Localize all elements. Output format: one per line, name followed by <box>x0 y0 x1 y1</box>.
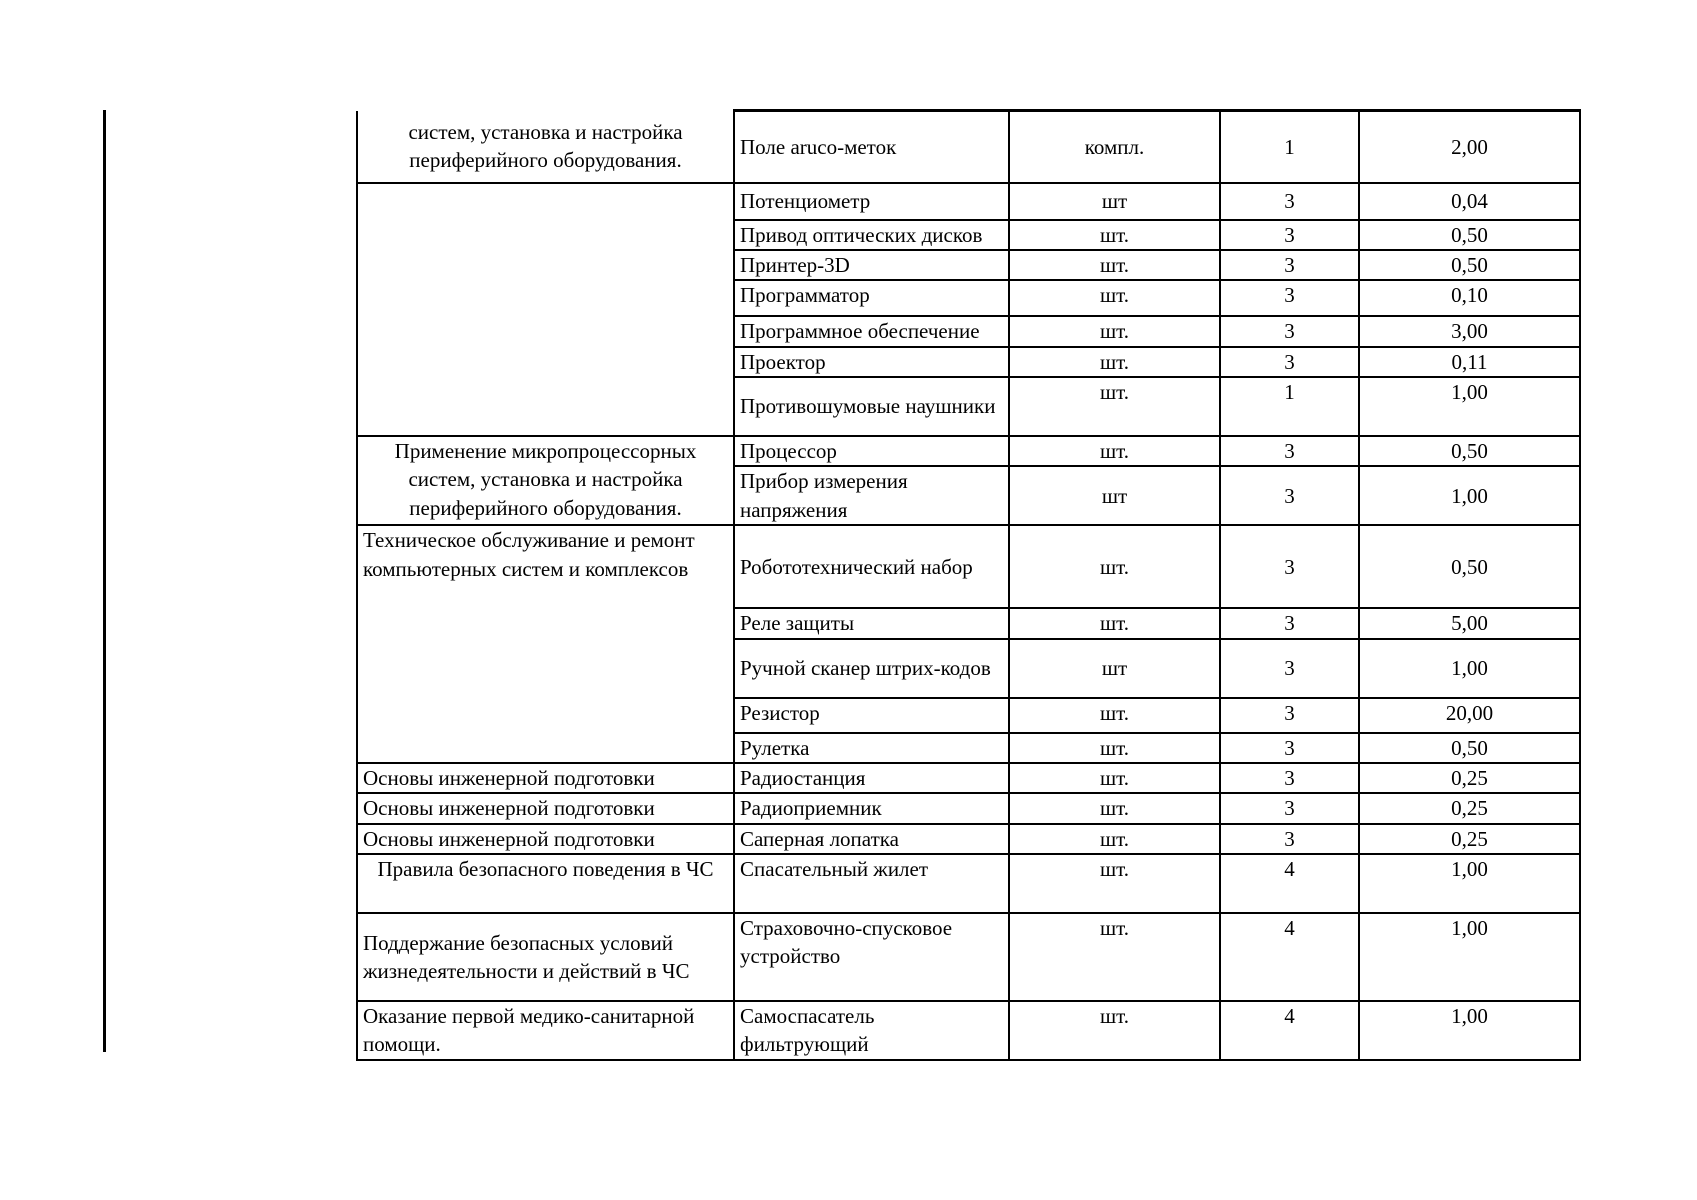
item-name-cell: Саперная лопатка <box>734 824 1009 854</box>
subject-cell: Правила безопасного поведения в ЧС <box>357 854 734 913</box>
unit-cell: шт. <box>1009 733 1220 763</box>
quantity-cell: 3 <box>1220 824 1359 854</box>
subject-text: систем, установка и настройка периферийного оборудования. <box>408 119 683 172</box>
table-row <box>357 436 1580 466</box>
quantity-cell: 3 <box>1220 525 1359 608</box>
quantity-cell: 1 <box>1220 111 1359 183</box>
unit-cell: шт. <box>1009 913 1220 1001</box>
value-cell: 20,00 <box>1359 698 1580 733</box>
item-name-cell: Потенциометр <box>734 183 1009 220</box>
quantity-cell: 4 <box>1220 1001 1359 1060</box>
unit-cell: шт. <box>1009 793 1220 823</box>
subject-cell: Применение микропроцессорных систем, установка и настройка периферийного оборудования. <box>357 436 734 525</box>
item-name-cell: Рулетка <box>734 733 1009 763</box>
unit-cell: шт. <box>1009 280 1220 316</box>
value-cell: 1,00 <box>1359 913 1580 1001</box>
unit-cell: шт <box>1009 183 1220 220</box>
item-name-cell: Программатор <box>734 280 1009 316</box>
unit-cell: шт. <box>1009 763 1220 793</box>
subject-cell: Основы инженерной подготовки <box>357 824 734 854</box>
item-name-cell: Самоспасатель фильтрующий <box>734 1001 1009 1060</box>
quantity-cell: 3 <box>1220 220 1359 250</box>
item-name-cell: Проектор <box>734 347 1009 377</box>
quantity-cell: 3 <box>1220 608 1359 638</box>
value-cell: 0,04 <box>1359 183 1580 220</box>
quantity-cell: 3 <box>1220 698 1359 733</box>
quantity-cell: 3 <box>1220 793 1359 823</box>
unit-cell: шт. <box>1009 1001 1220 1060</box>
value-cell: 0,50 <box>1359 436 1580 466</box>
unit-cell: шт. <box>1009 347 1220 377</box>
value-cell: 1,00 <box>1359 639 1580 698</box>
unit-cell: шт. <box>1009 316 1220 346</box>
value-cell: 1,00 <box>1359 466 1580 525</box>
item-name-cell: Радиоприемник <box>734 793 1009 823</box>
item-name-cell: Робототехнический набор <box>734 525 1009 608</box>
item-name-cell: Противошумовые наушники <box>734 377 1009 436</box>
subject-cell <box>357 111 734 183</box>
unit-cell: шт. <box>1009 377 1220 436</box>
equipment-table <box>356 109 1581 1061</box>
table-row <box>357 913 1580 1001</box>
quantity-cell: 3 <box>1220 733 1359 763</box>
value-cell: 0,25 <box>1359 793 1580 823</box>
quantity-cell: 3 <box>1220 466 1359 525</box>
unit-cell: шт. <box>1009 436 1220 466</box>
value-cell: 1,00 <box>1359 1001 1580 1060</box>
left-margin-rule <box>103 110 106 1052</box>
quantity-cell: 3 <box>1220 347 1359 377</box>
value-cell: 0,25 <box>1359 763 1580 793</box>
item-name-cell: Реле защиты <box>734 608 1009 638</box>
item-name-cell: Прибор измерения напряжения <box>734 466 1009 525</box>
quantity-cell: 3 <box>1220 250 1359 280</box>
value-cell: 0,10 <box>1359 280 1580 316</box>
table-row <box>357 111 1580 183</box>
value-cell: 0,50 <box>1359 525 1580 608</box>
subject-cell: Поддержание безопасных условий жизнедеятельности и действий в ЧС <box>357 913 734 1001</box>
item-name-cell: Страховочно-спусковое устройство <box>734 913 1009 1001</box>
subject-cell: Техническое обслуживание и ремонт компьютерных систем и комплексов <box>357 525 734 763</box>
unit-cell: шт. <box>1009 824 1220 854</box>
value-cell: 0,25 <box>1359 824 1580 854</box>
item-name-cell: Ручной сканер штрих-кодов <box>734 639 1009 698</box>
table-row <box>357 793 1580 823</box>
value-cell: 1,00 <box>1359 854 1580 913</box>
value-cell: 0,50 <box>1359 250 1580 280</box>
value-cell: 0,50 <box>1359 220 1580 250</box>
item-name-cell: Радиостанция <box>734 763 1009 793</box>
quantity-cell: 3 <box>1220 436 1359 466</box>
item-name-cell: Поле aruco-меток <box>734 111 1009 183</box>
unit-cell: шт. <box>1009 250 1220 280</box>
item-name-cell: Программное обеспечение <box>734 316 1009 346</box>
subject-cell: Оказание первой медико-санитарной помощи. <box>357 1001 734 1060</box>
quantity-cell: 4 <box>1220 913 1359 1001</box>
subject-cell: Основы инженерной подготовки <box>357 763 734 793</box>
value-cell: 2,00 <box>1359 111 1580 183</box>
table-row <box>357 525 1580 608</box>
item-name-cell: Спасательный жилет <box>734 854 1009 913</box>
subject-cell: Основы инженерной подготовки <box>357 793 734 823</box>
value-cell: 1,00 <box>1359 377 1580 436</box>
item-name-cell: Резистор <box>734 698 1009 733</box>
value-cell: 0,11 <box>1359 347 1580 377</box>
value-cell: 0,50 <box>1359 733 1580 763</box>
table-row <box>357 824 1580 854</box>
table-row <box>357 763 1580 793</box>
unit-cell: шт. <box>1009 698 1220 733</box>
quantity-cell: 3 <box>1220 639 1359 698</box>
unit-cell: шт. <box>1009 220 1220 250</box>
item-name-cell: Привод оптических дисков <box>734 220 1009 250</box>
unit-cell: шт <box>1009 639 1220 698</box>
quantity-cell: 3 <box>1220 280 1359 316</box>
quantity-cell: 3 <box>1220 316 1359 346</box>
quantity-cell: 3 <box>1220 763 1359 793</box>
table-row <box>357 854 1580 913</box>
unit-cell: шт. <box>1009 608 1220 638</box>
quantity-cell: 4 <box>1220 854 1359 913</box>
item-name-cell: Принтер-3D <box>734 250 1009 280</box>
item-name-cell: Процессор <box>734 436 1009 466</box>
quantity-cell: 3 <box>1220 183 1359 220</box>
table-row <box>357 1001 1580 1060</box>
table-row <box>357 183 1580 220</box>
unit-cell: компл. <box>1009 111 1220 183</box>
unit-cell: шт. <box>1009 525 1220 608</box>
quantity-cell: 1 <box>1220 377 1359 436</box>
value-cell: 5,00 <box>1359 608 1580 638</box>
value-cell: 3,00 <box>1359 316 1580 346</box>
unit-cell: шт. <box>1009 854 1220 913</box>
subject-cell <box>357 183 734 436</box>
unit-cell: шт <box>1009 466 1220 525</box>
